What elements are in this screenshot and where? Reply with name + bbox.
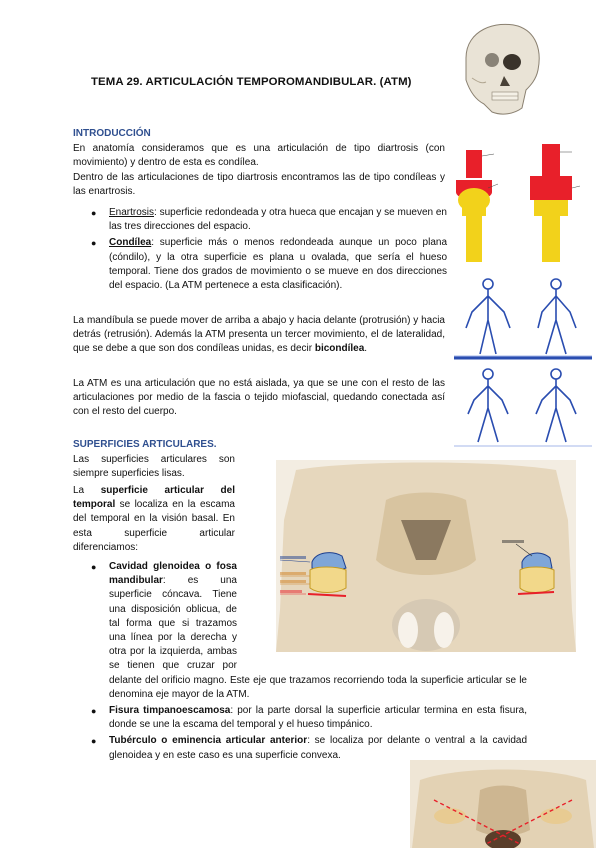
skull-image xyxy=(452,18,544,120)
bold-term: superficie articular del temporal xyxy=(73,485,235,511)
intro-bullet-list xyxy=(91,206,447,293)
text-run: . xyxy=(364,343,368,355)
bold-term: bicondílea xyxy=(314,343,365,355)
list-item xyxy=(91,206,447,234)
float-spacer xyxy=(237,560,527,668)
intro-paragraph-3 xyxy=(73,314,445,357)
superficies-bullet-list xyxy=(91,560,527,763)
bullet-dot: ● xyxy=(91,208,97,218)
intro-heading: INTRODUCCIÓN xyxy=(73,128,151,139)
page-title: TEMA 29. ARTICULACIÓN TEMPOROMANDIBULAR. (ATM) xyxy=(91,76,412,88)
bullet-text: : se localiza por delante o ventral a la cavidad glenoidea y en este caso es una superficie convexa. xyxy=(109,735,528,761)
list-item xyxy=(91,734,527,762)
bullet-text: : superficie redondeada y otra hueca que encajan y se mueven en las tres direcciones del espacio. xyxy=(109,207,447,233)
fascia-figures-image xyxy=(452,272,594,448)
list-item xyxy=(91,236,447,293)
bullet-dot: ● xyxy=(91,706,97,717)
intro-paragraph-4: La ATM es una articulación que no está aislada, ya que se une con el resto de las articulaciones por medio de la fascia o tejido miofascial, quedando conectada así con el resto del cuerpo. xyxy=(73,378,445,418)
list-item xyxy=(91,704,527,732)
joint-diagram-image xyxy=(452,140,592,268)
bullet-text: : superficie más o menos redondeada aunque un poco plana (cóndilo), y la otra superficie es plana u ovalada, que sería el hueso temporal. Tiene dos grados de movimiento o se mueve en dos direcciones del espacio. (La ATM pertenece a esta clasificación). xyxy=(109,237,447,292)
skull-base-axis-image xyxy=(410,760,596,848)
bullet-term: Cavidad glenoidea o fosa mandibular xyxy=(109,561,237,587)
superficies-paragraph-2 xyxy=(73,484,235,555)
intro-paragraph-2: Dentro de las articulaciones de tipo diartrosis encontramos las de tipo condíleas y las enartrosis. xyxy=(73,172,445,198)
bullet-dot: ● xyxy=(91,736,97,747)
bullet-term: Condílea xyxy=(109,237,152,249)
bullet-text: : por la parte dorsal la superficie articular termina en esta fisura, donde se une la escama del temporal y el hueso timpánico. xyxy=(109,705,527,731)
text-run: La mandíbula se puede mover de arriba a abajo y hacia delante (protrusión) y hacia detrás (retrusión). Además la ATM presenta un tercer movimiento, el de lateralidad, que se debe a que son dos condíleas unidas, es decir xyxy=(73,315,445,355)
bullet-term: Tubérculo o eminencia articular anterior xyxy=(109,735,308,747)
superficies-heading: SUPERFICIES ARTICULARES. xyxy=(73,439,217,450)
bullet-term: Fisura timpanoescamosa xyxy=(109,705,231,717)
bullet-dot: ● xyxy=(91,562,97,572)
bullet-term: Enartrosis xyxy=(109,207,155,218)
superficies-paragraph-1: Las superficies articulares son siempre superficies lisas. xyxy=(73,454,235,480)
bullet-dot: ● xyxy=(91,238,97,249)
text-run: La xyxy=(73,485,101,496)
intro-paragraph-1: En anatomía consideramos que es una articulación de tipo diartrosis (con movimiento) y dentro de esta es condílea. xyxy=(73,143,445,169)
text-run: se localiza en la escama del temporal en la visión basal. En esta superficie articular diferenciamos: xyxy=(73,499,235,553)
list-item xyxy=(91,560,527,702)
bullet-text: : es una superficie cóncava. Tiene una disposición oblicua, de tal forma que si trazamos una línea por la derecha y otra por la izquierda, ambas se tienen que cruzar por delante del orificio magno. Este eje que trazamos recorriendo toda la superficie articular se le denomina eje mayor de la ATM. xyxy=(109,575,527,700)
